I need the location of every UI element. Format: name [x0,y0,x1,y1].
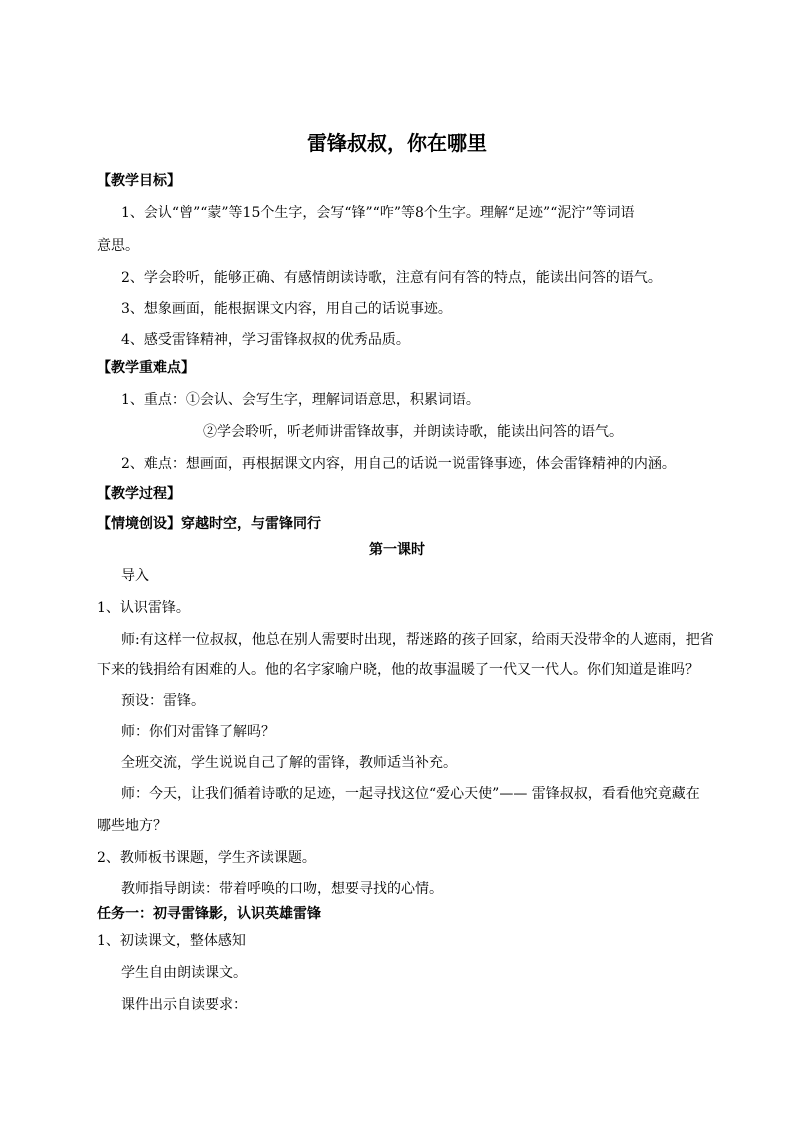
key-point-line: 1、重点：①会认、会写生字，理解词语意思，积累词语。 [121,392,480,408]
guide-reading: 教师指导朗读：带着呼唤的口吻，想要寻找的心情。 [121,881,443,897]
preset-line: 预设：雷锋。 [121,693,205,709]
goals-heading: 【教学目标】 [97,173,181,189]
free-reading: 学生自由朗读课文。 [121,965,247,981]
teacher-line: 下来的钱捐给有困难的人。他的名字家喻户晓，他的故事温暖了一代又一代人。你们知道是谁吗？ [97,662,699,678]
lesson-heading: 第一课时 [369,542,425,558]
goal-line: 2、学会聆听，能够正确、有感情朗读诗歌，注意有问有答的特点，能读出问答的语气。 [121,270,662,286]
goal-line: 1、会认“曾”“蒙”等15个生字，会写“锋”“咋”等8个生字。理解“足迹”“泥泞”等词语 [121,205,635,221]
step-1: 1、认识雷锋。 [97,600,190,616]
key-points-heading: 【教学重难点】 [97,360,195,376]
page-title: 雷锋叔叔，你在哪里 [307,131,487,155]
task1-heading: 任务一：初寻雷锋影，认识英雄雷锋 [97,906,321,922]
process-heading: 【教学过程】 [97,486,181,502]
key-point-line: ②学会聆听，听老师讲雷锋故事，并朗读诗歌，能读出问答的语气。 [203,424,623,440]
intro-text: 导入 [121,568,149,584]
task1-step1: 1、初读课文，整体感知 [97,933,246,949]
goal-line: 3、想象画面，能根据课文内容，用自己的话说事迹。 [121,301,452,317]
teacher-line: 师：今天，让我们循着诗歌的足迹，一起寻找这位“爱心天使”—— 雷锋叔叔，看看他究竟藏在 [121,786,700,802]
teacher-line: 哪些地方？ [97,818,167,834]
scenario-heading: 【情境创设】穿越时空，与雷锋同行 [97,516,321,532]
teacher-question: 师：你们对雷锋了解吗？ [121,724,275,740]
goal-line: 意思。 [97,238,139,254]
class-exchange: 全班交流，学生说说自己了解的雷锋，教师适当补充。 [121,755,457,771]
goal-line: 4、感受雷锋精神，学习雷锋叔叔的优秀品质。 [121,332,410,348]
teacher-line: 师:有这样一位叔叔，他总在别人需要时出现，帮迷路的孩子回家，给雨天没带伞的人遮雨，把省 [121,632,714,648]
courseware-line: 课件出示自读要求： [121,997,247,1013]
step-2: 2、教师板书课题，学生齐读课题。 [97,850,316,866]
key-point-line: 2、难点：想画面，再根据课文内容，用自己的话说一说雷锋事迹，体会雷锋精神的内涵。 [121,456,676,472]
